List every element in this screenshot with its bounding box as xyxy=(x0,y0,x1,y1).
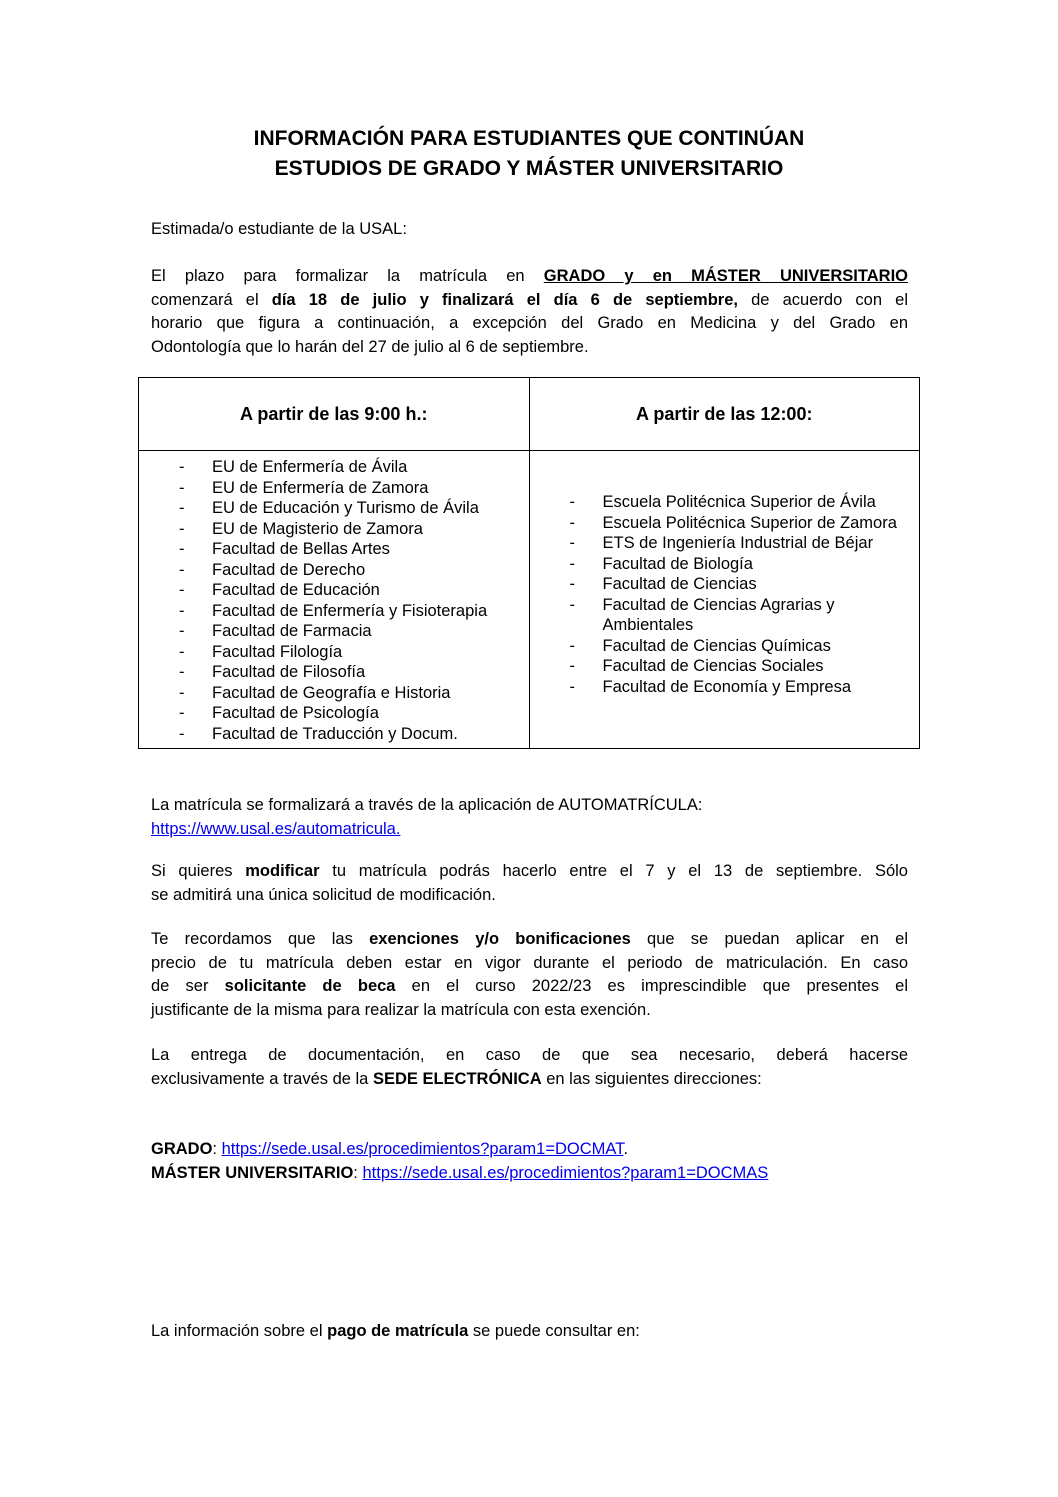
list-item-label: Facultad de Enfermería y Fisioterapia xyxy=(212,601,488,620)
dash-bullet: - xyxy=(179,519,185,538)
list-item-label: Facultad de Derecho xyxy=(212,560,366,579)
list-item-label: Facultad de Farmacia xyxy=(212,622,372,640)
dash-bullet: - xyxy=(179,581,185,599)
list-item xyxy=(530,656,920,677)
intro-paragraph: El plazo para formalizar la matrícula en GRADO y en MÁSTER UNIVERSITARIO comenzará el día 18 de julio y finalizará el día 6 de septiembre, de acuerdo con el horario que figura a continuación, a excepción del Grado en Medicina y del Grado en Odontología que lo harán del 27 de julio al 6 de septiembre. xyxy=(151,267,908,356)
list-item xyxy=(139,560,529,581)
sede-links xyxy=(151,1138,908,1185)
list-item xyxy=(139,662,529,683)
list-item xyxy=(530,636,920,657)
sede-grado-row: GRADO: https://sede.usal.es/procedimientos?param1=DOCMAT. xyxy=(151,1140,629,1158)
list-item-label: ETS de Ingeniería Industrial de Béjar xyxy=(602,534,874,552)
documentacion-paragraph: La entrega de documentación, en caso de que sea necesario, deberá hacerse exclusivamente a través de la SEDE ELECTRÓNICA en las siguientes direcciones: xyxy=(151,1046,908,1088)
dash-bullet: - xyxy=(179,478,185,497)
list-item xyxy=(139,580,529,601)
dash-bullet: - xyxy=(569,636,575,655)
automatricula-paragraph: La matrícula se formalizará a través de la aplicación de AUTOMATRÍCULA: https://www.usal.es/automatricula. xyxy=(151,796,703,838)
list-item xyxy=(139,478,529,499)
dash-bullet: - xyxy=(179,704,185,722)
automatricula-link[interactable]: https://www.usal.es/automatricula. xyxy=(151,819,401,838)
dash-bullet: - xyxy=(179,642,185,661)
list-item xyxy=(530,595,920,636)
title-line-2: ESTUDIOS DE GRADO Y MÁSTER UNIVERSITARIO xyxy=(274,157,784,180)
list-item xyxy=(139,683,529,704)
modificar-paragraph: Si quieres modificar tu matrícula podrás hacerlo entre el 7 y el 13 de septiembre. Sólo se admitirá una única solicitud de modificación. xyxy=(151,862,908,904)
greeting: Estimada/o estudiante de la USAL: xyxy=(151,220,407,238)
list-item-label: EU de Enfermería de Ávila xyxy=(212,458,408,476)
sede-grado-link[interactable]: https://sede.usal.es/procedimientos?param1=DOCMAT xyxy=(221,1140,624,1158)
list-item xyxy=(139,621,529,642)
list-item xyxy=(530,533,920,554)
list-item xyxy=(139,519,529,540)
list-item-label: Facultad de Traducción y Docum. xyxy=(212,724,458,743)
dash-bullet: - xyxy=(179,458,185,476)
list-item xyxy=(139,642,529,663)
list-item-label: Facultad de Ciencias xyxy=(602,575,757,593)
dash-bullet: - xyxy=(569,554,575,573)
list-item-label: Facultad de Biología xyxy=(602,554,753,573)
dash-bullet: - xyxy=(179,560,185,579)
title-line-1: INFORMACIÓN PARA ESTUDIANTES QUE CONTINÚAN xyxy=(253,127,805,150)
exenciones-paragraph: Te recordamos que las exenciones y/o bonificaciones que se puedan aplicar en el precio de tu matrícula deben estar en vigor durante el periodo de matriculación. En caso de ser solicitante de beca en el curso 2022/23 es imprescindible que presentes el justificante de la misma para realizar la matrícula con esta exención. xyxy=(151,930,908,1019)
page-title xyxy=(0,124,1058,184)
list-item xyxy=(139,457,529,478)
dash-bullet: - xyxy=(569,575,575,593)
list-item xyxy=(530,492,920,513)
list-item-label: EU de Educación y Turismo de Ávila xyxy=(212,499,479,517)
schedule-header-morning: A partir de las 9:00 h.: xyxy=(139,378,530,451)
dash-bullet: - xyxy=(569,595,575,614)
list-item-label: Escuela Politécnica Superior de Ávila xyxy=(602,493,876,511)
list-item xyxy=(530,554,920,575)
list-item xyxy=(139,601,529,622)
list-item xyxy=(139,539,529,560)
dash-bullet: - xyxy=(569,677,575,696)
list-item xyxy=(530,574,920,595)
dash-bullet: - xyxy=(179,540,185,558)
dash-bullet: - xyxy=(179,499,185,517)
dash-bullet: - xyxy=(179,601,185,620)
list-item xyxy=(139,498,529,519)
list-item-label: Facultad de Ciencias Sociales xyxy=(602,657,824,675)
dash-bullet: - xyxy=(569,534,575,552)
list-item xyxy=(139,724,529,745)
list-item-label: EU de Magisterio de Zamora xyxy=(212,519,423,538)
list-item-label: Facultad de Economía y Empresa xyxy=(602,677,852,696)
morning-faculty-list xyxy=(139,451,529,748)
dash-bullet: - xyxy=(569,513,575,532)
dash-bullet: - xyxy=(179,683,185,702)
list-item-label: Facultad Filología xyxy=(212,642,343,661)
list-item-label: Facultad de Ciencias Químicas xyxy=(602,636,831,655)
dash-bullet: - xyxy=(179,622,185,640)
intro-highlight: GRADO y en MÁSTER UNIVERSITARIO xyxy=(543,267,908,285)
list-item-label: Facultad de Bellas Artes xyxy=(212,540,390,558)
list-item xyxy=(139,703,529,724)
schedule-header-noon: A partir de las 12:00: xyxy=(529,378,920,451)
list-item-label: Facultad de Geografía e Historia xyxy=(212,683,451,702)
sede-master-row: MÁSTER UNIVERSITARIO: https://sede.usal.es/procedimientos?param1=DOCMAS xyxy=(151,1163,769,1182)
schedule-col-morning xyxy=(139,451,530,749)
dash-bullet: - xyxy=(179,724,185,743)
pago-paragraph: La información sobre el pago de matrícula se puede consultar en: xyxy=(151,1322,640,1340)
list-item-label: Escuela Politécnica Superior de Zamora xyxy=(602,513,897,532)
list-item xyxy=(530,677,920,698)
dash-bullet: - xyxy=(179,663,185,681)
schedule-table xyxy=(138,377,920,749)
noon-faculty-list xyxy=(530,451,920,701)
dash-bullet: - xyxy=(569,493,575,511)
list-item xyxy=(530,513,920,534)
sede-master-link[interactable]: https://sede.usal.es/procedimientos?param1=DOCMAS xyxy=(362,1163,769,1182)
schedule-col-noon xyxy=(529,451,920,749)
dash-bullet: - xyxy=(569,657,575,675)
intro-dates: día 18 de julio y finalizará el día 6 de septiembre, xyxy=(271,290,738,309)
list-item-label: Facultad de Psicología xyxy=(212,704,379,722)
list-item-label: Facultad de Filosofía xyxy=(212,663,366,681)
list-item-label: EU de Enfermería de Zamora xyxy=(212,478,429,497)
list-item-label: Facultad de Educación xyxy=(212,581,380,599)
list-item-label: Facultad de Ciencias Agrarias y Ambientales xyxy=(602,595,835,634)
